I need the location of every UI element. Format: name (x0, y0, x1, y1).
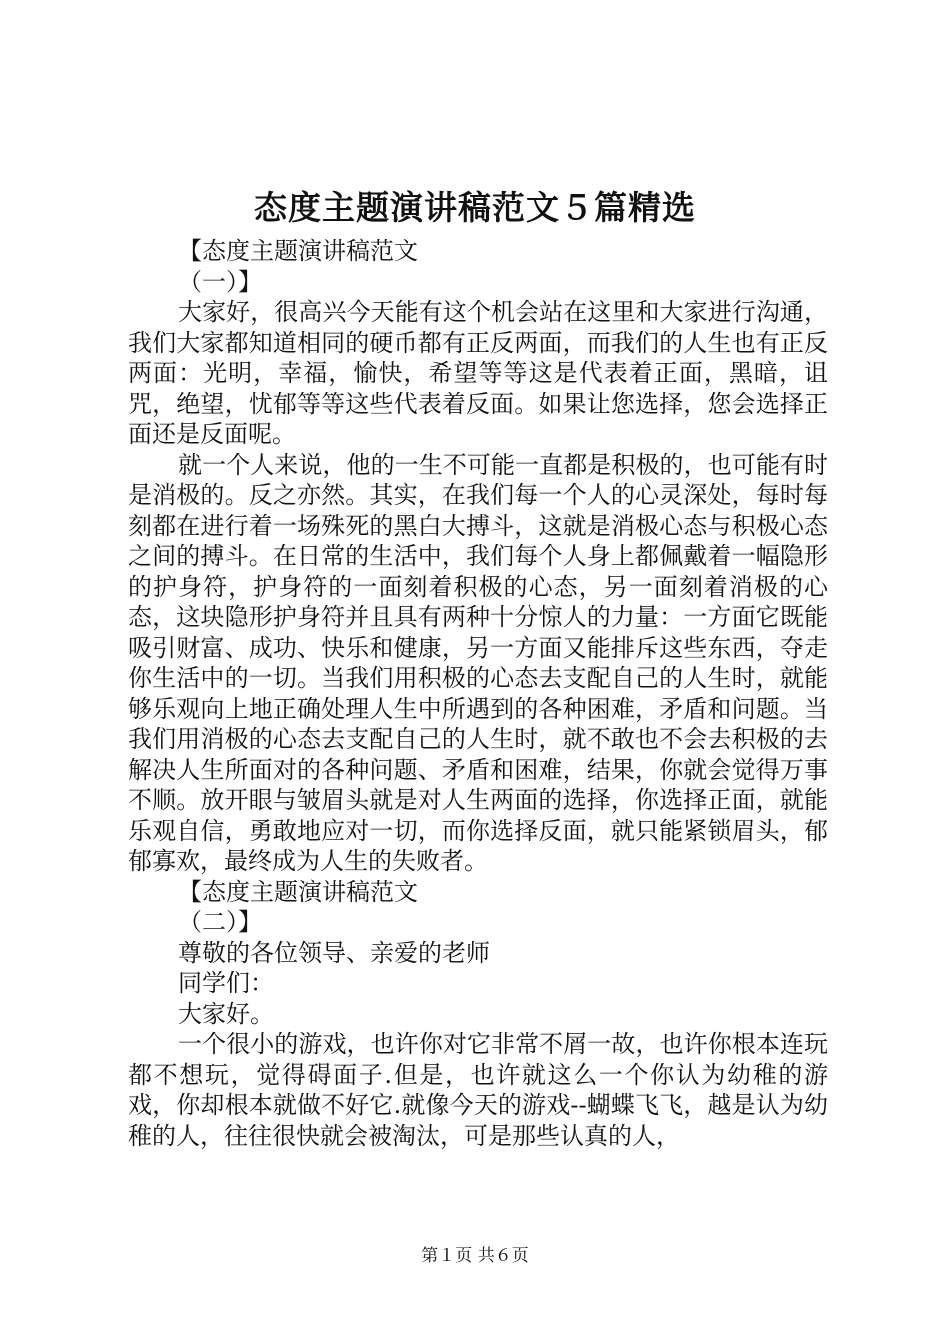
greeting: 大家好。 (178, 999, 274, 1028)
document-body (128, 236, 828, 1151)
paragraph-1: 大家好，很高兴今天能有这个机会站在这里和大家进行沟通，我们大家都知道相同的硬币都有正反两面，而我们的人生也有正反两面：光明，幸福，愉快，希望等等这是代表着正面，黑暗，诅咒，绝望，忧郁等等这些代表着反面。如果让您选择，您会选择正面还是反面呢。 (128, 298, 828, 448)
section-heading-1a: 【态度主题演讲稿范文 (178, 237, 418, 265)
paragraph-3: 一个很小的游戏，也许你对它非常不屑一故，也许你根本连玩都不想玩，觉得碍面子.但是，也许就这么一个你认为幼稚的游戏，你却根本就做不好它.就像今天的游戏--蝴蝶飞飞，越是认为幼稚的人，往往很快就会被淘汰，可是那些认真的人， (128, 1030, 828, 1150)
section-heading-1b: （一）】 (178, 267, 262, 296)
page-footer: 第１页 共６页 (421, 1246, 529, 1266)
section-heading-2b: （二）】 (178, 908, 262, 936)
salutation-line-1: 尊敬的各位领导、亲爱的老师 (178, 938, 490, 967)
section-heading-2a: 【态度主题演讲稿范文 (178, 877, 418, 906)
salutation-line-2: 同学们： (178, 969, 274, 997)
paragraph-2: 就一个人来说，他的一生不可能一直都是积极的，也可能有时是消极的。反之亦然。其实，在我们每一个人的心灵深处，每时每刻都在进行着一场殊死的黑白大搏斗，这就是消极心态与积极心态之间的搏斗。在日常的生活中，我们每个人身上都佩戴着一幅隐形的护身符，护身符的一面刻着积极的心态，另一面刻着消极的心态，这块隐形护身符并且具有两种十分惊人的力量：一方面它既能吸引财富、成功、快乐和健康，另一方面又能排斥这些东西，夺走你生活中的一切。当我们用积极的心态去支配自己的人生时，就能够乐观向上地正确处理人生中所遇到的各种困难，矛盾和问题。当我们用消极的心态去支配自己的人生时，就不敢也不会去积极的去解决人生所面对的各种问题、矛盾和困难，结果，你就会觉得万事不顺。放开眼与皱眉头就是对人生两面的选择，你选择正面，就能乐观自信，勇敢地应对一切，而你选择反面，就只能紧锁眉头，郁郁寡欢，最终成为人生的失败者。 (128, 450, 828, 875)
document-title: 态度主题演讲稿范文５篇精选 (254, 188, 696, 227)
